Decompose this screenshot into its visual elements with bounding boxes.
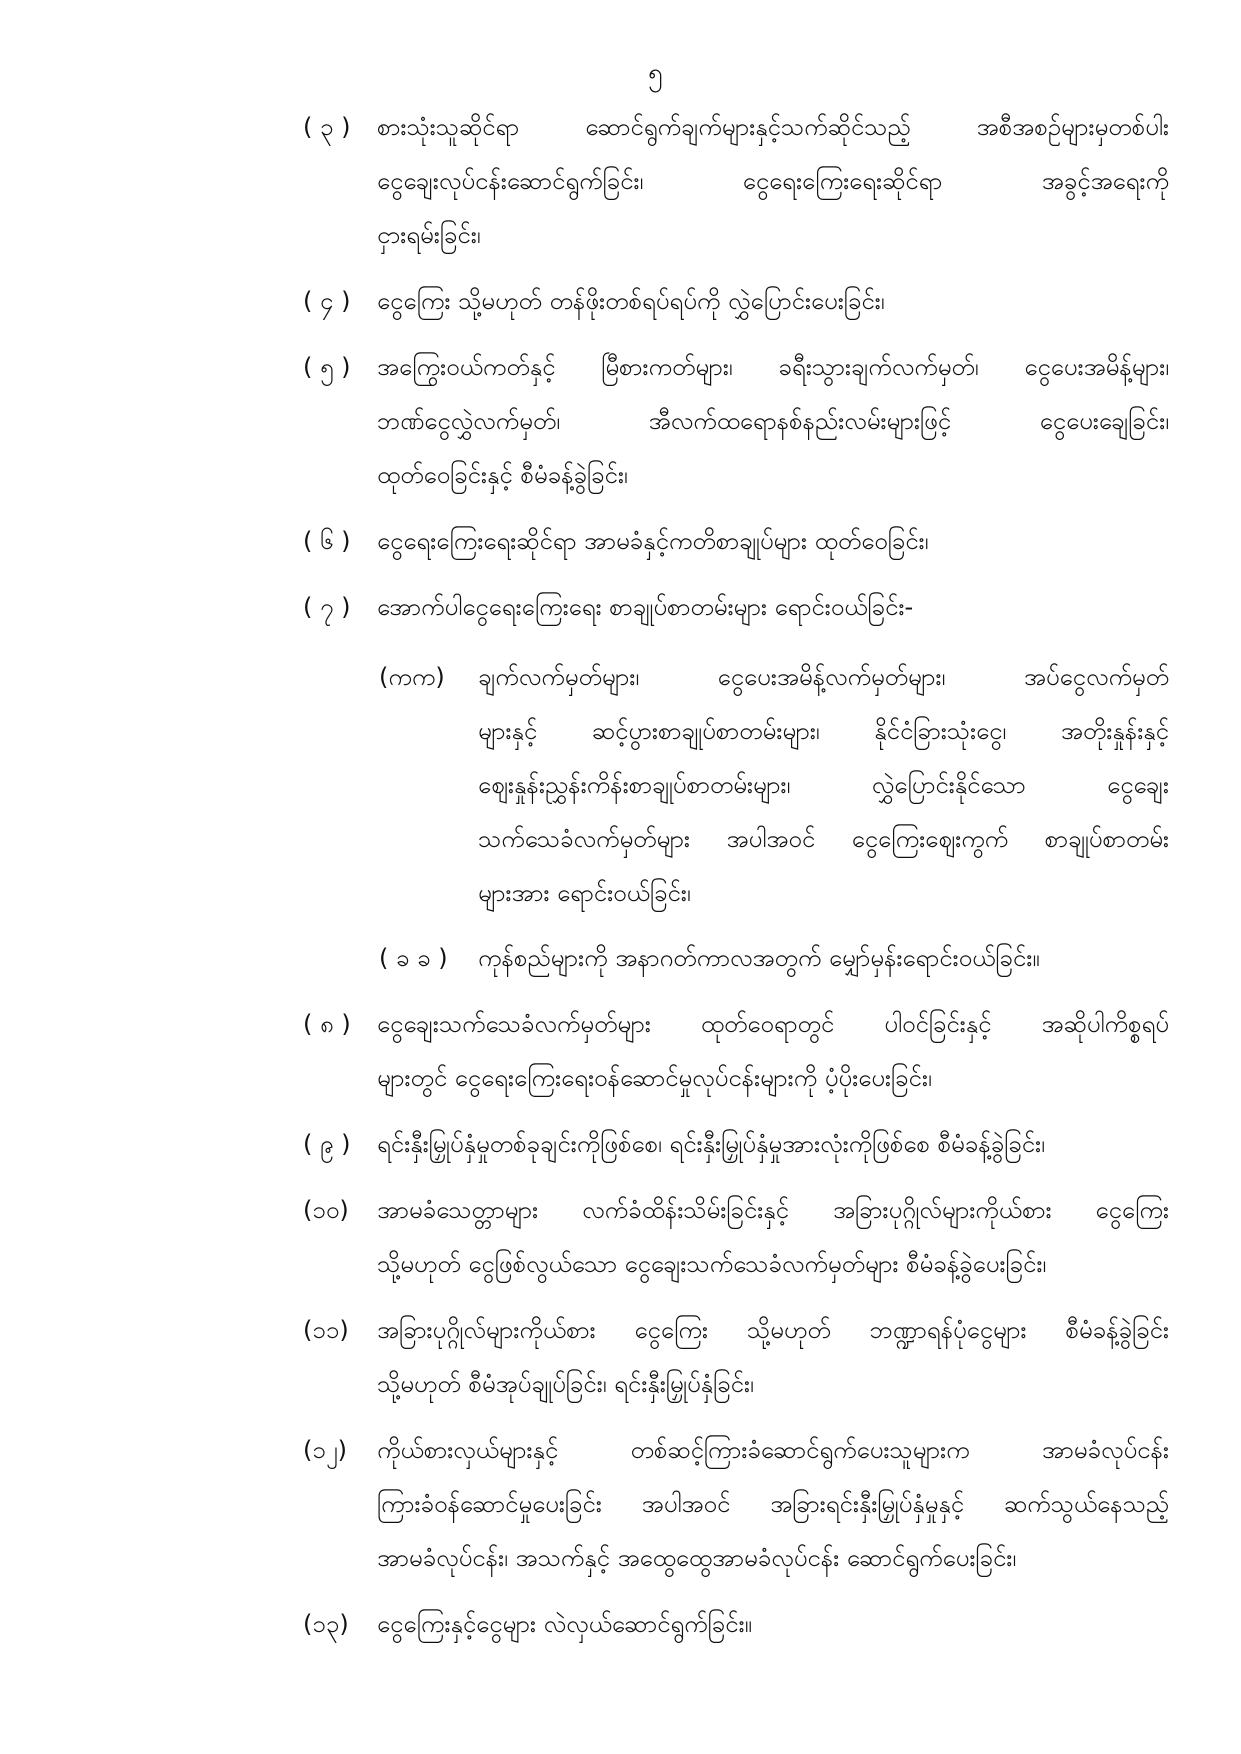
item-line: ငွေကြေး သို့မဟုတ် တန်ဖိုးတစ်ရပ်ရပ်ကို လွှဲပြောင်းပေးခြင်း၊ [377,287,885,315]
item-label: (၁၃) [303,1610,349,1638]
item-text [377,1423,1169,1585]
item-line: အကြွေးဝယ်ကတ်နှင့် မြီစားကတ်များ၊ ခရီးသွားချက်လက်မှတ်၊ ငွေပေးအမိန့်များ၊ [377,353,1169,381]
item-text [377,580,1169,985]
item-text [377,1117,1169,1171]
item-line: ငွေချေးသက်သေခံလက်မှတ်များ ထုတ်ဝေရာတွင် ပါဝင်ခြင်းနှင့် အဆိုပါကိစ္စရပ် [377,1010,1169,1038]
list-item [303,274,1169,328]
sub-item-line: ဈေးနှုန်းညွှန်းကိန်းစာချုပ်စာတမ်းများ၊ လွှဲပြောင်းနိုင်သော ငွေချေး [478,771,1169,799]
item-line: ဘဏ်ငွေလွှဲလက်မှတ်၊ အီလက်ထရောနစ်နည်းလမ်းများဖြင့် ငွေပေးချေခြင်း၊ [377,407,1169,435]
list-item [303,997,1169,1105]
item-line: ငှားရမ်းခြင်း၊ [377,221,481,249]
item-line: ငွေချေးလုပ်ငန်းဆောင်ရွက်ခြင်း၊ ငွေရေးကြေးရေးဆိုင်ရာ အခွင့်အရေးကို [377,167,1169,195]
page-number: ၅ [648,58,663,88]
item-text [377,274,1169,328]
sub-item-text [478,931,1169,985]
item-label: ( ၇ ) [303,593,351,621]
item-text [377,340,1169,502]
sub-item-line: ကုန်စည်များကို အနာဂတ်ကာလအတွက် မျှော်မှန်းရောင်းဝယ်ခြင်း။ [478,944,1040,972]
item-label: ( ၈ ) [303,1010,351,1038]
sub-item-line: များနှင့် ဆင့်ပွားစာချုပ်စာတမ်းများ၊ နိုင်ငံခြားသုံးငွေ၊ အတိုးနှုန်းနှင့် [478,717,1169,745]
item-line: သို့မဟုတ် ငွေဖြစ်လွယ်သော ငွေချေးသက်သေခံလက်မှတ်များ စီမံခန့်ခွဲပေးခြင်း၊ [377,1250,1047,1278]
sub-item-text [478,650,1169,920]
numbered-list [303,100,1169,1651]
item-label: (၁၀) [303,1196,349,1224]
item-label: (၁၂) [303,1436,348,1464]
item-label: ( ၄ ) [303,287,351,315]
list-item [303,1183,1169,1291]
item-line: ထုတ်ဝေခြင်းနှင့် စီမံခန့်ခွဲခြင်း၊ [377,461,628,489]
list-item [303,1597,1169,1651]
item-label: (၁၁) [303,1316,349,1344]
item-line: ငွေကြေးနှင့်ငွေများ လဲလှယ်ဆောင်ရွက်ခြင်း။ [377,1610,752,1638]
item-line: စားသုံးသူဆိုင်ရာ ဆောင်ရွက်ချက်များနှင့်သက်ဆိုင်သည့် အစီအစဉ်များမှတစ်ပါး [377,113,1169,141]
item-line: အခြားပုဂ္ဂိုလ်များကိုယ်စား ငွေကြေး သို့မဟုတ် ဘဏ္ဍာရန်ပုံငွေများ စီမံခန့်ခွဲခြင်း [377,1316,1169,1344]
list-item [303,514,1169,568]
item-line: အာမခံသေတ္တာများ လက်ခံထိန်းသိမ်းခြင်းနှင့် အခြားပုဂ္ဂိုလ်များကိုယ်စား ငွေကြေး [377,1196,1169,1224]
list-item [303,340,1169,502]
list-item [303,100,1169,262]
list-item [303,1303,1169,1411]
item-line: ကိုယ်စားလှယ်များနှင့် တစ်ဆင့်ကြားခံဆောင်ရွက်ပေးသူများက အာမခံလုပ်ငန်း [377,1436,1169,1464]
list-item [303,1423,1169,1585]
item-line: အောက်ပါငွေရေးကြေးရေး စာချုပ်စာတမ်းများ ရောင်းဝယ်ခြင်း- [377,593,914,621]
item-line: ငွေရေးကြေးရေးဆိုင်ရာ အာမခံနှင့်ကတိစာချုပ်များ ထုတ်ဝေခြင်း၊ [377,527,929,555]
item-text [377,1303,1169,1411]
sub-item-line: သက်သေခံလက်မှတ်များ အပါအဝင် ငွေကြေးဈေးကွက် စာချုပ်စာတမ်း [478,825,1169,853]
item-label: ( ၆ ) [303,527,351,555]
item-text [377,514,1169,568]
item-line: ကြားခံဝန်ဆောင်မှုပေးခြင်း အပါအဝင် အခြားရင်းနှီးမြှုပ်နှံမှုနှင့် ဆက်သွယ်နေသည့် [377,1490,1169,1518]
list-item [303,1117,1169,1171]
item-text [377,1183,1169,1291]
item-line: အာမခံလုပ်ငန်း၊ အသက်နှင့် အထွေထွေအာမခံလုပ်ငန်း ဆောင်ရွက်ပေးခြင်း၊ [377,1544,1017,1572]
item-label: ( ၉ ) [303,1130,351,1158]
item-label: ( ၅ ) [303,353,351,381]
item-line: သို့မဟုတ် စီမံအုပ်ချုပ်ခြင်း၊ ရင်းနှီးမြှုပ်နှံခြင်း၊ [377,1370,754,1398]
item-text [377,1597,1169,1651]
sub-item-line: များအား ရောင်းဝယ်ခြင်း၊ [478,879,691,907]
sub-list [379,650,1169,985]
item-line: ရင်းနှီးမြှုပ်နှံမှုတစ်ခုချင်းကိုဖြစ်စေ၊ ရင်းနှီးမြှုပ်နှံမှုအားလုံးကိုဖြစ်စေ စီမံခန့်ခွဲခြင်း၊ [377,1130,1045,1158]
sub-item-label: (ကက) [379,663,445,691]
sub-item-label: ( ခ ခ ) [379,944,448,972]
sub-item-line: ချက်လက်မှတ်များ၊ ငွေပေးအမိန့်လက်မှတ်များ၊ အပ်ငွေလက်မှတ် [478,663,1169,691]
sub-list-item [379,650,1169,920]
item-line: များတွင် ငွေရေးကြေးရေးဝန်ဆောင်မှုလုပ်ငန်းများကို ပံ့ပိုးပေးခြင်း၊ [377,1064,932,1092]
list-item [303,580,1169,985]
sub-list-item [379,931,1169,985]
item-label: ( ၃ ) [303,113,351,141]
item-text [377,997,1169,1105]
item-text [377,100,1169,262]
